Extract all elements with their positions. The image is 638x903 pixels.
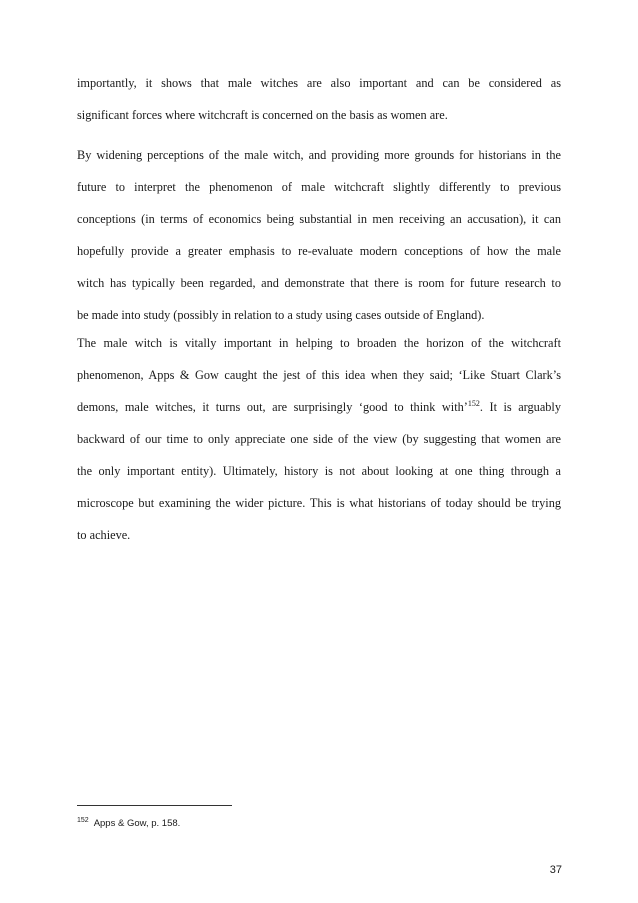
paragraph-line: future to interpret the phenomenon of male witchcraft slightly differently to previous <box>77 180 561 194</box>
page-number: 37 <box>549 864 562 876</box>
footnote <box>77 818 180 829</box>
paragraph-line: microscope but examining the wider picture. This is what historians of today should be trying <box>77 496 561 510</box>
paragraph-line: significant forces where witchcraft is concerned on the basis as women are. <box>77 108 448 122</box>
paragraph-line: importantly, it shows that male witches are also important and can be considered as <box>77 76 561 90</box>
paragraph-line: witch has typically been regarded, and demonstrate that there is room for future research to <box>77 276 561 290</box>
footnote-separator <box>77 805 232 806</box>
paragraph-1 <box>77 67 561 131</box>
paragraph-line: to achieve. <box>77 528 131 542</box>
paragraph-line-segment: demons, male witches, it turns out, are surprisingly ‘good to think with’ <box>77 400 468 414</box>
paragraph-line: backward of our time to only appreciate one side of the view (by suggesting that women are <box>77 432 561 446</box>
paragraph-2 <box>77 139 561 331</box>
paragraph-line-with-footnote <box>77 391 561 423</box>
paragraph-line-segment: . It is arguably <box>479 400 561 414</box>
footnote-reference[interactable]: 152 <box>467 398 480 408</box>
paragraph-line: hopefully provide a greater emphasis to re-evaluate modern conceptions of how the male <box>77 244 561 258</box>
paragraph-line: The male witch is vitally important in helping to broaden the horizon of the witchcraft <box>77 336 561 350</box>
paragraph-3 <box>77 327 561 551</box>
footnote-number: 152 <box>77 816 89 824</box>
paragraph-line: the only important entity). Ultimately, history is not about looking at one thing through a <box>77 464 561 478</box>
paragraph-line: be made into study (possibly in relation to a study using cases outside of England). <box>77 308 485 322</box>
footnote-text: Apps & Gow, p. 158. <box>93 818 181 829</box>
paragraph-line: By widening perceptions of the male witch, and providing more grounds for historians in the <box>77 148 561 162</box>
paragraph-line: phenomenon, Apps & Gow caught the jest of this idea when they said; ‘Like Stuart Clark’s <box>77 368 561 382</box>
paragraph-line: conceptions (in terms of economics being substantial in men receiving an accusation), it can <box>77 212 561 226</box>
